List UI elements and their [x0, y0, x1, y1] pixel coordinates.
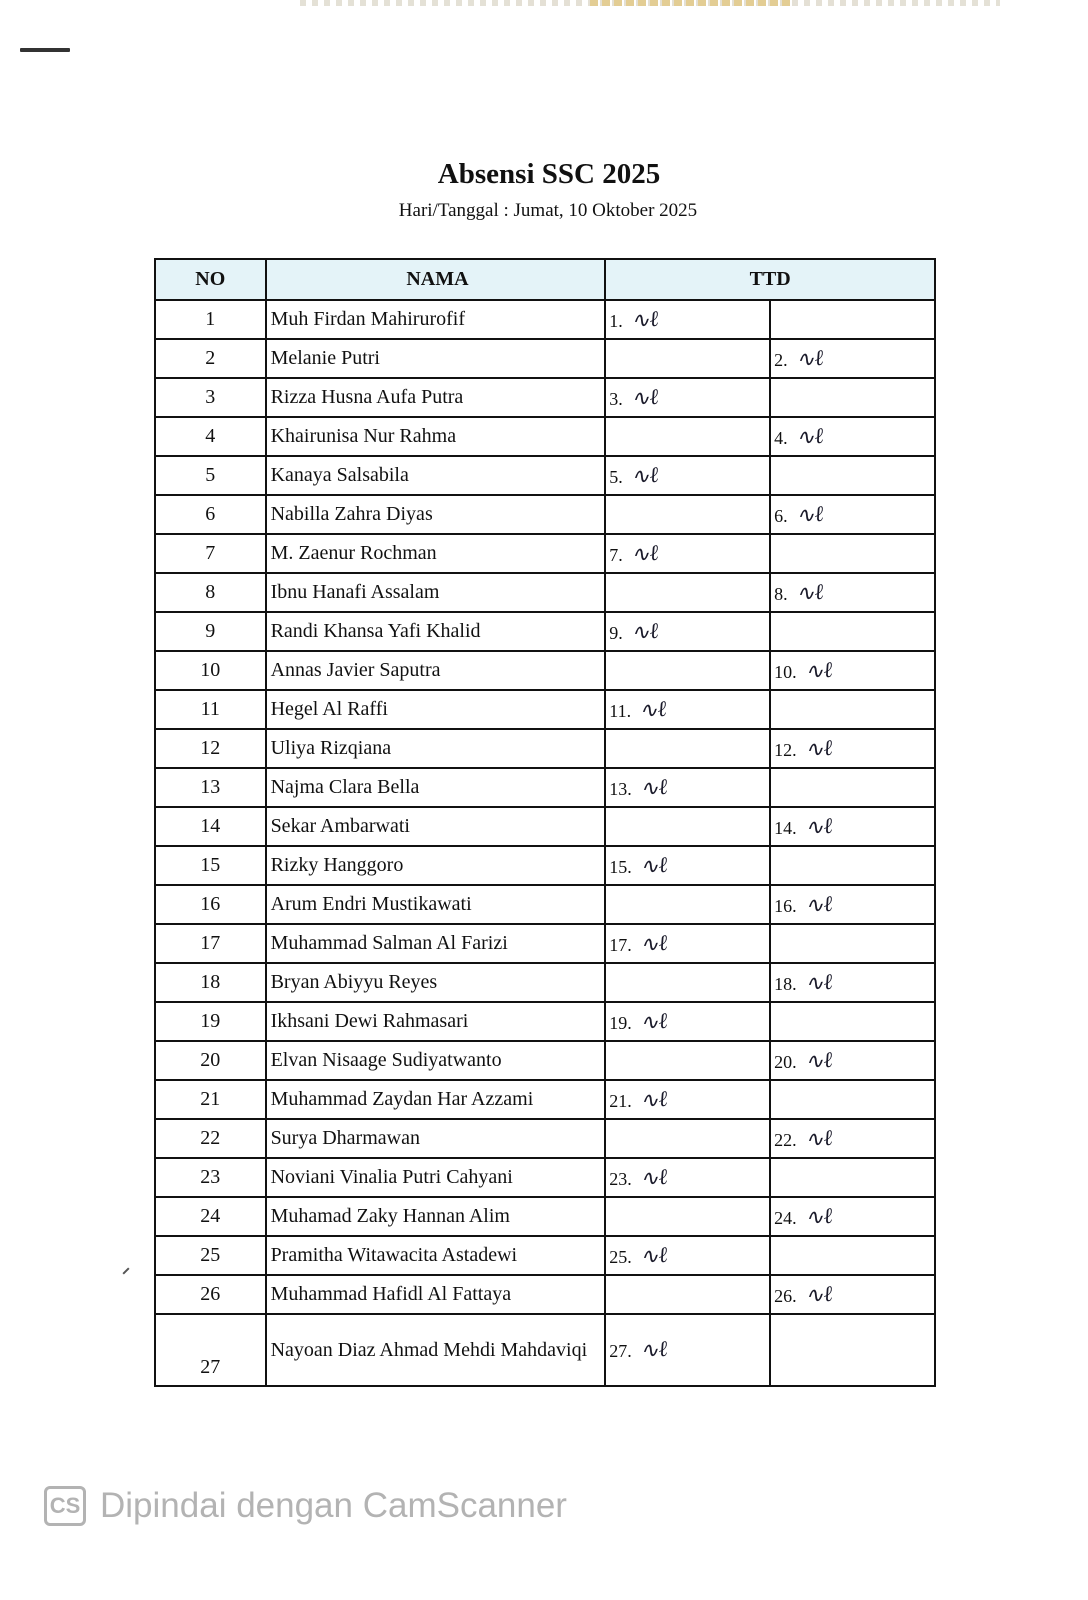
participant-name: Randi Khansa Yafi Khalid: [266, 612, 606, 651]
signature-number: 20.: [774, 1051, 797, 1072]
row-number: 4: [155, 417, 266, 456]
participant-name: Ibnu Hanafi Assalam: [266, 573, 606, 612]
signature-number: 17.: [609, 934, 632, 955]
participant-name: Muhammad Salman Al Farizi: [266, 924, 606, 963]
table-row: [155, 729, 935, 768]
handwritten-signature-icon: ∿ℓ: [803, 1125, 834, 1153]
participant-name: Annas Javier Saputra: [266, 651, 606, 690]
empty-signature-cell: [770, 1080, 935, 1119]
table-row: [155, 300, 935, 339]
handwritten-signature-icon: ∿ℓ: [794, 423, 825, 451]
handwritten-signature-icon: ∿ℓ: [638, 1086, 669, 1114]
signature-number: 22.: [774, 1129, 797, 1150]
participant-name: Sekar Ambarwati: [266, 807, 606, 846]
table-row: [155, 1080, 935, 1119]
signature-cell: [605, 300, 770, 339]
stray-mark: [122, 1267, 129, 1274]
signature-cell: [605, 1236, 770, 1275]
row-number: 8: [155, 573, 266, 612]
empty-signature-cell: [605, 1119, 770, 1158]
signature-cell: [605, 534, 770, 573]
table-row: [155, 1236, 935, 1275]
attendance-table: [154, 258, 936, 1387]
participant-name: Najma Clara Bella: [266, 768, 606, 807]
table-row: [155, 573, 935, 612]
handwritten-signature-icon: ∿ℓ: [629, 384, 660, 412]
participant-name: Muhamad Zaky Hannan Alim: [266, 1197, 606, 1236]
row-number: 16: [155, 885, 266, 924]
signature-cell: [770, 1041, 935, 1080]
empty-signature-cell: [605, 1275, 770, 1314]
table-row: [155, 924, 935, 963]
signature-cell: [605, 924, 770, 963]
signature-number: 25.: [609, 1246, 632, 1267]
table-row: [155, 1197, 935, 1236]
participant-name: Ikhsani Dewi Rahmasari: [266, 1002, 606, 1041]
participant-name: Nayoan Diaz Ahmad Mehdi Mahdaviqi: [266, 1314, 606, 1386]
participant-name: Muhammad Hafidl Al Fattaya: [266, 1275, 606, 1314]
row-number: 14: [155, 807, 266, 846]
table-row: [155, 534, 935, 573]
participant-name: Uliya Rizqiana: [266, 729, 606, 768]
signature-number: 26.: [774, 1285, 797, 1306]
signature-cell: [770, 729, 935, 768]
signature-cell: [605, 612, 770, 651]
row-number: 25: [155, 1236, 266, 1275]
handwritten-signature-icon: ∿ℓ: [629, 462, 660, 490]
empty-signature-cell: [605, 729, 770, 768]
signature-cell: [605, 1080, 770, 1119]
empty-signature-cell: [770, 1314, 935, 1386]
signature-number: 16.: [774, 895, 797, 916]
empty-signature-cell: [770, 612, 935, 651]
table-row: [155, 1158, 935, 1197]
row-number: 17: [155, 924, 266, 963]
handwritten-signature-icon: ∿ℓ: [803, 969, 834, 997]
empty-signature-cell: [605, 495, 770, 534]
participant-name: Melanie Putri: [266, 339, 606, 378]
participant-name: Surya Dharmawan: [266, 1119, 606, 1158]
participant-name: Elvan Nisaage Sudiyatwanto: [266, 1041, 606, 1080]
handwritten-signature-icon: ∿ℓ: [803, 735, 834, 763]
table-row: [155, 1002, 935, 1041]
header-no: NO: [155, 259, 266, 300]
camscanner-watermark: [44, 1486, 567, 1526]
signature-cell: [605, 1314, 770, 1386]
table-row: [155, 495, 935, 534]
handwritten-signature-icon: ∿ℓ: [803, 657, 834, 685]
handwritten-signature-icon: ∿ℓ: [637, 696, 669, 724]
empty-signature-cell: [770, 1236, 935, 1275]
signature-number: 4.: [774, 427, 788, 448]
signature-cell: [605, 846, 770, 885]
participant-name: Pramitha Witawacita Astadewi: [266, 1236, 606, 1275]
participant-name: Khairunisa Nur Rahma: [266, 417, 606, 456]
row-number: 15: [155, 846, 266, 885]
signature-cell: [770, 963, 935, 1002]
handwritten-signature-icon: ∿ℓ: [638, 852, 669, 880]
participant-name: Rizky Hanggoro: [266, 846, 606, 885]
table-row: [155, 768, 935, 807]
signature-cell: [770, 807, 935, 846]
signature-cell: [770, 1197, 935, 1236]
empty-signature-cell: [605, 963, 770, 1002]
empty-signature-cell: [605, 417, 770, 456]
row-number: 11: [155, 690, 266, 729]
row-number: 7: [155, 534, 266, 573]
signature-cell: [770, 1119, 935, 1158]
row-number: 5: [155, 456, 266, 495]
empty-signature-cell: [770, 378, 935, 417]
document-title: Absensi SSC 2025: [437, 158, 661, 190]
table-row: [155, 690, 935, 729]
row-number: 18: [155, 963, 266, 1002]
handwritten-signature-icon: ∿ℓ: [803, 1281, 834, 1309]
table-row: [155, 885, 935, 924]
empty-signature-cell: [605, 573, 770, 612]
signature-number: 11.: [609, 700, 632, 721]
table-row: [155, 1314, 935, 1386]
row-number: 19: [155, 1002, 266, 1041]
empty-signature-cell: [770, 846, 935, 885]
table-row: [155, 807, 935, 846]
handwritten-signature-icon: ∿ℓ: [794, 345, 825, 373]
participant-name: Rizza Husna Aufa Putra: [266, 378, 606, 417]
table-row: [155, 846, 935, 885]
row-number: 24: [155, 1197, 266, 1236]
table-row: [155, 1041, 935, 1080]
row-number: 10: [155, 651, 266, 690]
signature-number: 15.: [609, 856, 632, 877]
corner-mark: [20, 48, 70, 52]
signature-number: 3.: [609, 388, 623, 409]
header-name: NAMA: [266, 259, 606, 300]
header-signature: TTD: [605, 259, 935, 300]
table-row: [155, 651, 935, 690]
empty-signature-cell: [605, 885, 770, 924]
signature-number: 27.: [609, 1341, 632, 1361]
row-number: 23: [155, 1158, 266, 1197]
row-number: 27: [155, 1314, 266, 1386]
row-number: 1: [155, 300, 266, 339]
signature-cell: [770, 651, 935, 690]
empty-signature-cell: [605, 651, 770, 690]
handwritten-signature-icon: ∿ℓ: [803, 1203, 834, 1231]
participant-name: M. Zaenur Rochman: [266, 534, 606, 573]
empty-signature-cell: [770, 300, 935, 339]
table-row: [155, 612, 935, 651]
scan-edge-artifact: [300, 0, 1000, 6]
signature-cell: [605, 378, 770, 417]
camscanner-logo-icon: CS: [44, 1486, 86, 1526]
empty-signature-cell: [770, 1002, 935, 1041]
signature-number: 1.: [609, 310, 623, 331]
handwritten-signature-icon: ∿ℓ: [794, 579, 825, 607]
handwritten-signature-icon: ∿ℓ: [794, 501, 825, 529]
empty-signature-cell: [770, 1158, 935, 1197]
handwritten-signature-icon: ∿ℓ: [629, 306, 660, 334]
handwritten-signature-icon: ∿ℓ: [638, 1164, 669, 1192]
signature-cell: [605, 1158, 770, 1197]
handwritten-signature-icon: ∿ℓ: [638, 1242, 669, 1270]
signature-number: 7.: [609, 544, 623, 565]
handwritten-signature-icon: ∿ℓ: [803, 813, 834, 841]
table-row: [155, 456, 935, 495]
row-number: 9: [155, 612, 266, 651]
participant-name: Arum Endri Mustikawati: [266, 885, 606, 924]
empty-signature-cell: [605, 807, 770, 846]
signature-cell: [770, 417, 935, 456]
signature-number: 19.: [609, 1012, 632, 1033]
participant-name: Muh Firdan Mahirurofif: [266, 300, 606, 339]
empty-signature-cell: [770, 768, 935, 807]
signature-cell: [770, 339, 935, 378]
signature-number: 9.: [609, 622, 623, 643]
row-number: 20: [155, 1041, 266, 1080]
empty-signature-cell: [605, 339, 770, 378]
signature-number: 12.: [774, 739, 797, 760]
signature-number: 6.: [774, 505, 788, 526]
signature-cell: [770, 885, 935, 924]
row-number: 3: [155, 378, 266, 417]
signature-number: 13.: [609, 778, 632, 799]
signature-cell: [770, 573, 935, 612]
signature-cell: [605, 1002, 770, 1041]
handwritten-signature-icon: ∿ℓ: [803, 891, 834, 919]
empty-signature-cell: [770, 690, 935, 729]
table-row: [155, 417, 935, 456]
signature-number: 14.: [774, 817, 797, 838]
handwritten-signature-icon: ∿ℓ: [803, 1047, 834, 1075]
participant-name: Nabilla Zahra Diyas: [266, 495, 606, 534]
signature-number: 8.: [774, 583, 788, 604]
table-header-row: [155, 259, 935, 300]
signature-cell: [770, 495, 935, 534]
handwritten-signature-icon: ∿ℓ: [629, 540, 660, 568]
table-row: [155, 339, 935, 378]
signature-cell: [605, 456, 770, 495]
document-date: Hari/Tanggal : Jumat, 10 Oktober 2025: [398, 200, 698, 221]
signature-number: 21.: [609, 1090, 632, 1111]
handwritten-signature-icon: ∿ℓ: [638, 930, 669, 958]
signature-number: 18.: [774, 973, 797, 994]
signature-number: 10.: [774, 661, 797, 682]
participant-name: Kanaya Salsabila: [266, 456, 606, 495]
empty-signature-cell: [770, 456, 935, 495]
participant-name: Bryan Abiyyu Reyes: [266, 963, 606, 1002]
signature-cell: [605, 768, 770, 807]
row-number: 6: [155, 495, 266, 534]
signature-number: 23.: [609, 1168, 632, 1189]
signature-cell: [605, 690, 770, 729]
signature-number: 5.: [609, 466, 623, 487]
row-number: 26: [155, 1275, 266, 1314]
handwritten-signature-icon: ∿ℓ: [638, 1336, 669, 1365]
empty-signature-cell: [770, 924, 935, 963]
table-row: [155, 378, 935, 417]
signature-number: 24.: [774, 1207, 797, 1228]
row-number: 12: [155, 729, 266, 768]
empty-signature-cell: [605, 1197, 770, 1236]
row-number: 22: [155, 1119, 266, 1158]
handwritten-signature-icon: ∿ℓ: [638, 774, 669, 802]
row-number: 2: [155, 339, 266, 378]
watermark-text: Dipindai dengan CamScanner: [100, 1486, 567, 1525]
handwritten-signature-icon: ∿ℓ: [638, 1008, 669, 1036]
row-number: 21: [155, 1080, 266, 1119]
participant-name: Muhammad Zaydan Har Azzami: [266, 1080, 606, 1119]
participant-name: Hegel Al Raffi: [266, 690, 606, 729]
empty-signature-cell: [770, 534, 935, 573]
table-row: [155, 1275, 935, 1314]
handwritten-signature-icon: ∿ℓ: [629, 618, 660, 646]
row-number: 13: [155, 768, 266, 807]
signature-number: 2.: [774, 349, 788, 370]
signature-cell: [770, 1275, 935, 1314]
table-row: [155, 1119, 935, 1158]
participant-name: Noviani Vinalia Putri Cahyani: [266, 1158, 606, 1197]
empty-signature-cell: [605, 1041, 770, 1080]
table-row: [155, 963, 935, 1002]
